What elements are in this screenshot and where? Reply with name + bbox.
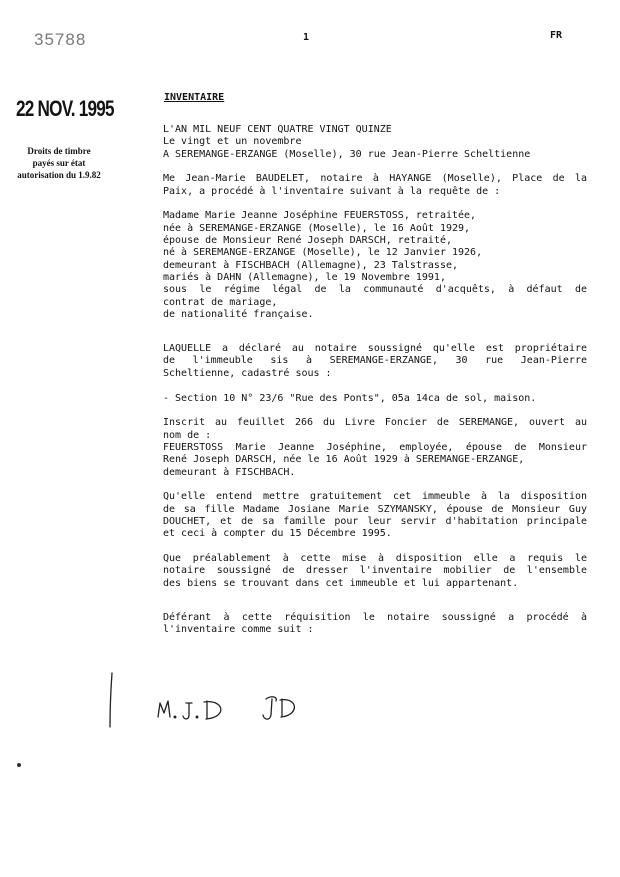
notary-paragraph [163,173,587,198]
text-line: LAQUELLE a déclaré au notaire soussigné qu'elle est propriétaire [163,343,587,355]
text-line: des biens se trouvant dans cet immeuble et lui appartenant. [163,577,519,589]
stamp-line: Droits de timbre [27,146,91,156]
text-line: né à SEREMANGE-ERZANGE (Moselle), le 12 Janvier 1926, [163,247,483,259]
handwritten-initials-signature [100,665,320,735]
text-line: notaire soussigné de dresser l'inventaire mobilier de l'ensemble [163,565,587,577]
text-line: de l'immeuble sis à SEREMANGE-ERZANGE, 30 rue Jean-Pierre [163,355,587,367]
text-line: Scheltienne, cadastré sous : [163,367,332,379]
land-register-paragraph [163,417,587,478]
text-line: Madame Marie Jeanne Joséphine FEUERSTOSS, retraitée, [163,210,477,222]
text-line: René Joseph DARSCH, née le 16 Août 1929 à SEREMANGE-ERZANGE, [163,454,525,466]
text-line: de nationalité française. [163,308,314,320]
reference-number: 35788 [34,30,87,49]
text-line: de sa fille Madame Josiane Marie SZYMANSKY, épouse de Monsieur Guy [163,503,587,515]
text-line: FEUERSTOSS Marie Jeanne Joséphine, employée, épouse de Monsieur [163,441,587,453]
text-line: épouse de Monsieur René Joseph DARSCH, retraité, [163,235,452,247]
text-line: Me Jean-Marie BAUDELET, notaire à HAYANGE (Moselle), Place de la [163,173,587,185]
text-line: Paix, a procédé à l'inventaire suivant à la requête de : [163,185,501,197]
text-line: et ceci à compter du 15 Décembre 1995. [163,528,392,540]
text-line: Que préalablement à cette mise à disposition elle a requis le [163,553,587,565]
text-line: nom de : [163,429,212,441]
text-line: sous le régime légal de la communauté d'acquêts, à défaut de [163,284,587,296]
page-number: 1 [303,32,310,43]
registration-date-stamp: 22 NOV. 1995 [16,96,114,121]
scan-speck [17,763,21,767]
text-line: demeurant à FISCHBACH. [163,466,296,478]
text-line: Le vingt et un novembre [163,136,302,148]
text-line: née à SEREMANGE-ERZANGE (Moselle), le 16 Août 1929, [163,222,471,234]
text-line: Déférant à cette réquisition le notaire soussigné a procédé à [163,611,587,623]
text-line: A SEREMANGE-ERZANGE (Moselle), 30 rue Jean-Pierre Scheltienne [163,148,531,160]
text-line: demeurant à FISCHBACH (Allemagne), 23 Talstrasse, [163,259,459,271]
text-line: DOUCHET, et de sa famille pour leur servir d'habitation principale [163,515,587,527]
opening-block [163,124,587,161]
cadastral-section [163,393,587,405]
text-line: Qu'elle entend mettre gratuitement cet immeuble à la disposition [163,491,587,503]
language-code: FR [550,30,563,41]
stamp-duty-note [6,145,112,181]
document-body [163,124,587,637]
text-line: mariés à DAHN (Allemagne), le 19 Novembre 1991, [163,271,446,283]
prealable-paragraph [163,553,587,590]
text-line: contrat de mariage, [163,296,278,308]
disposition-paragraph [163,491,587,540]
stamp-line: autorisation du 1.9.82 [17,170,101,180]
text-line: Inscrit au feuillet 266 du Livre Foncier de SEREMANGE, ouvert au [163,417,587,429]
text-line: L'AN MIL NEUF CENT QUATRE VINGT QUINZE [163,124,392,135]
deferant-paragraph [163,612,587,637]
party-paragraph [163,210,587,321]
stamp-line: payés sur état [32,158,86,168]
laquelle-paragraph [163,343,587,380]
text-line: l'inventaire comme suit : [163,624,314,636]
document-title: INVENTAIRE [164,92,225,103]
text-line: - Section 10 N° 23/6 "Rue des Ponts", 05a 14ca de sol, maison. [163,392,537,404]
